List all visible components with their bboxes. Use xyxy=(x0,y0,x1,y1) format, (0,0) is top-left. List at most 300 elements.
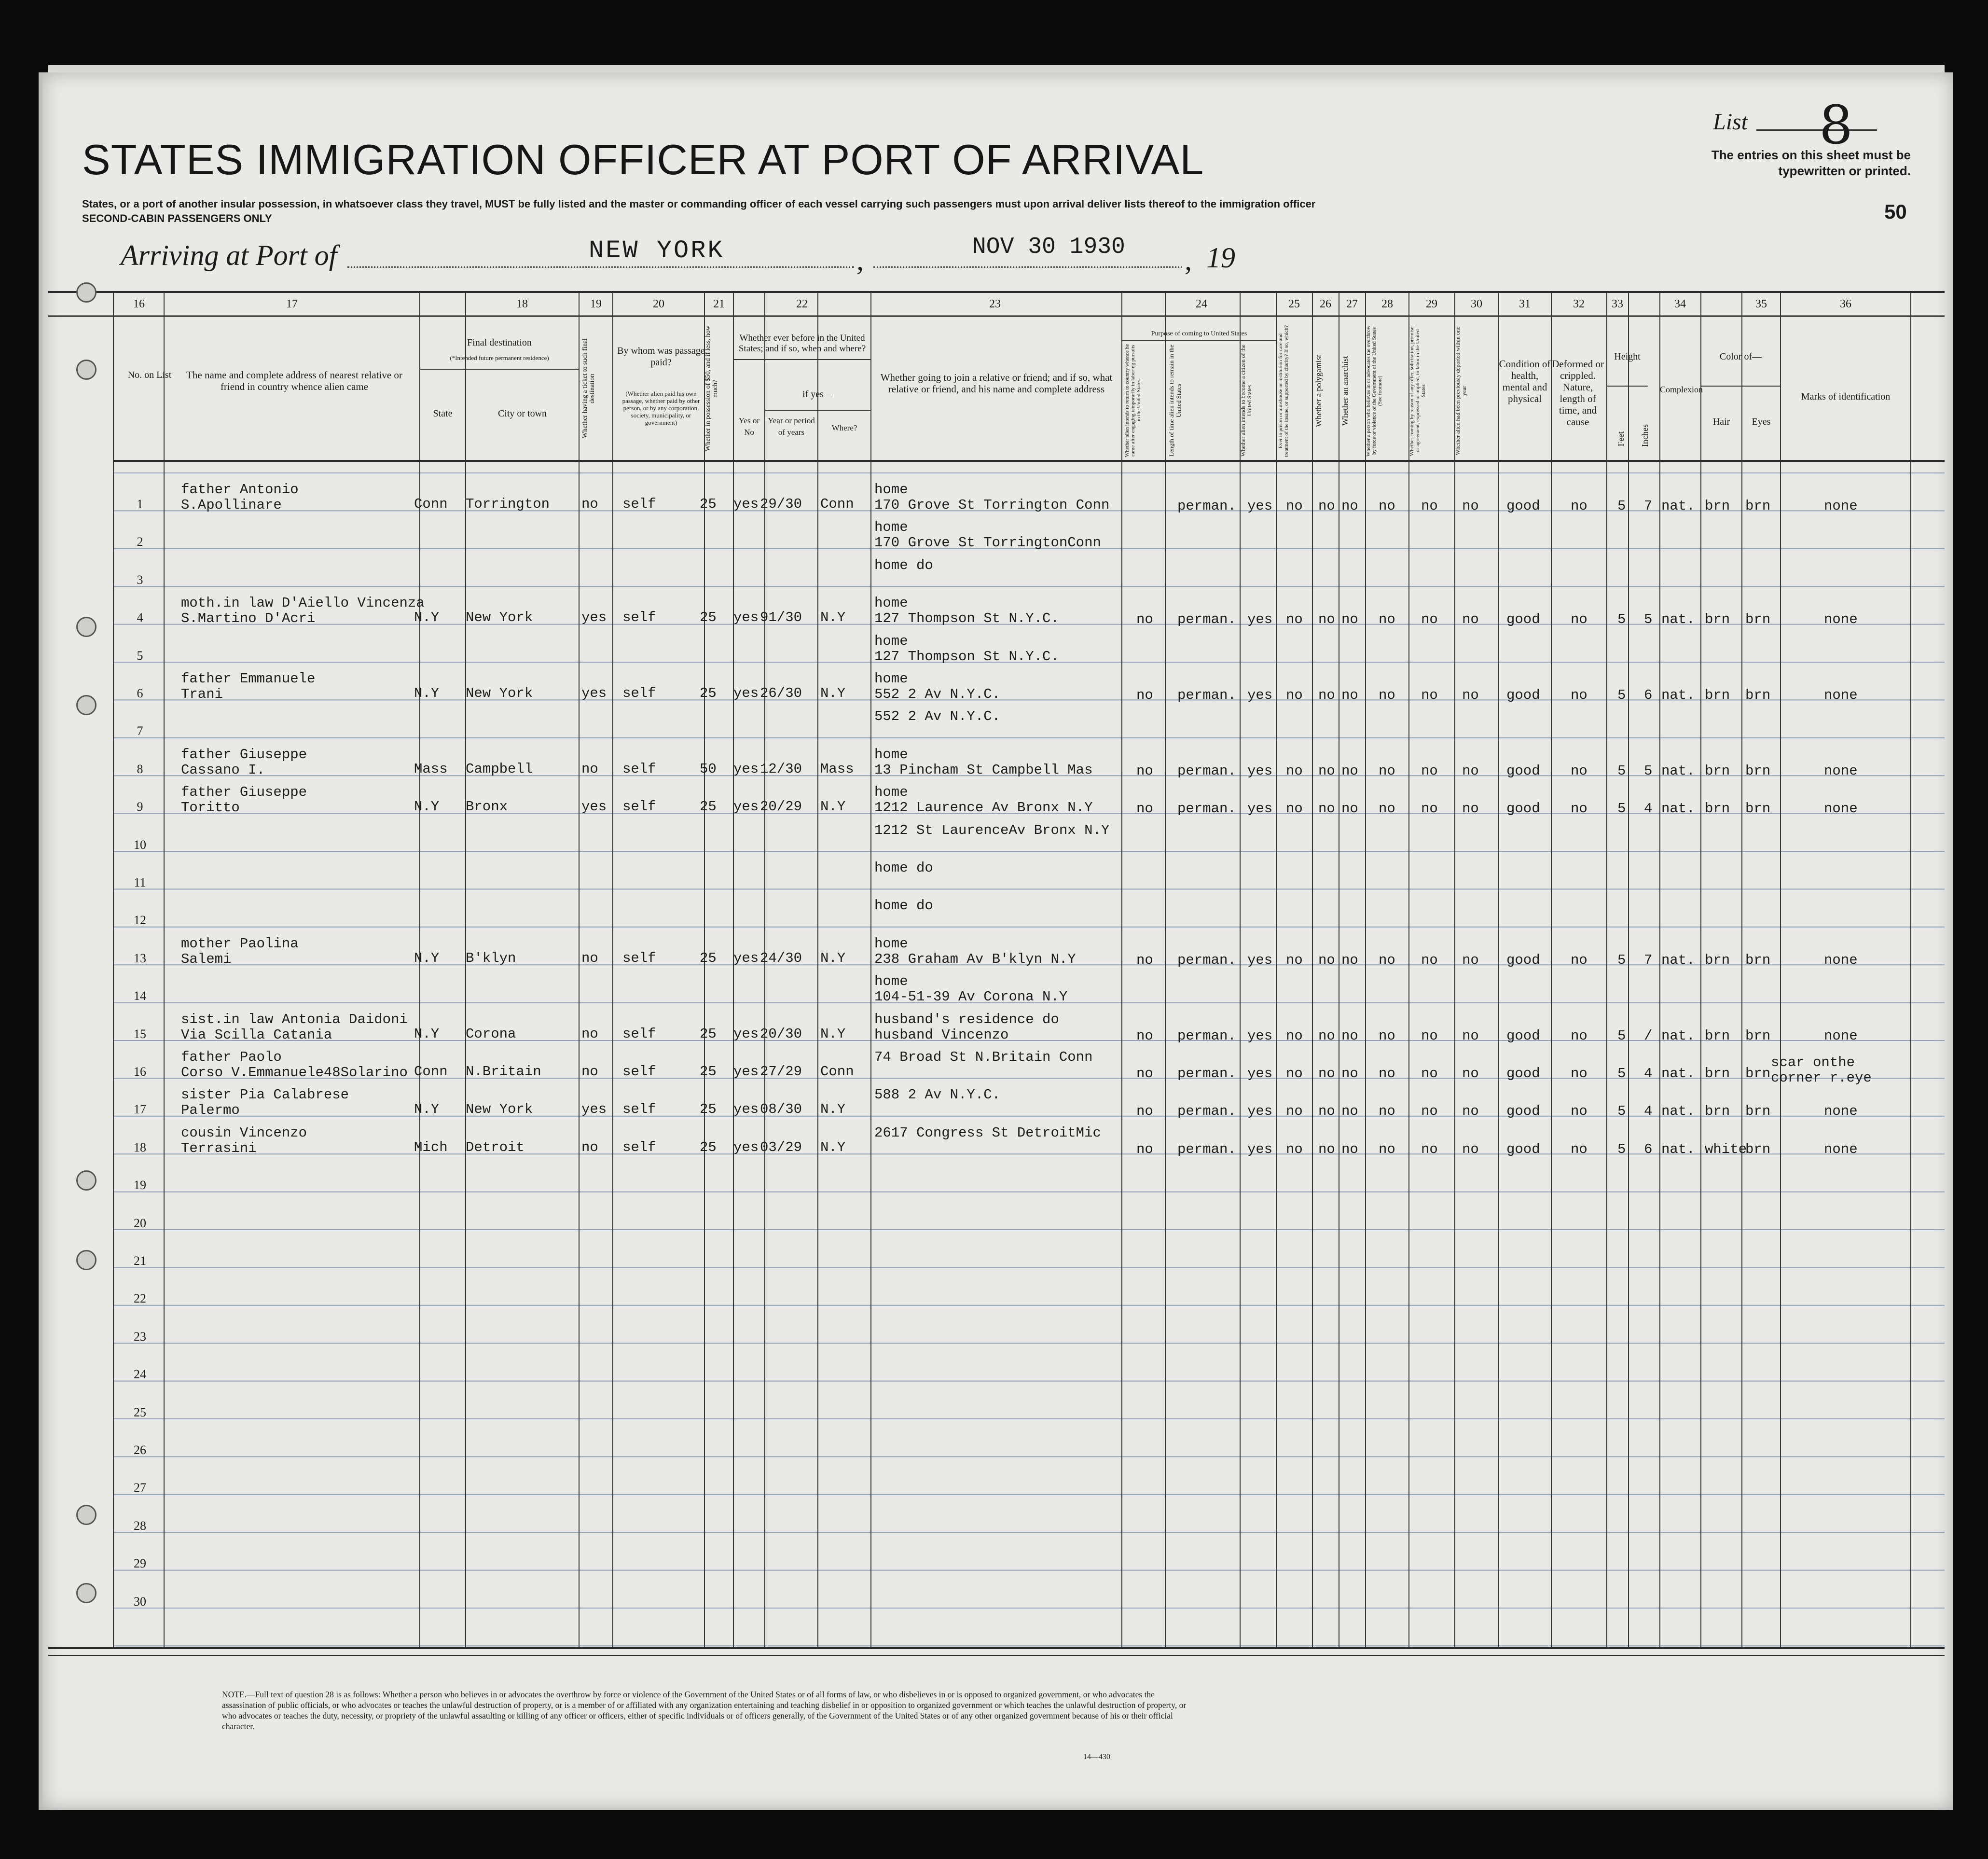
money-amount: 50 xyxy=(700,761,717,777)
relative-town: Corso V.Emmanuele48Solarino xyxy=(181,1065,408,1081)
arrival-date: NOV 30 1930 xyxy=(972,234,1125,260)
purpose-length: perman. xyxy=(1177,952,1236,968)
purpose-return: no xyxy=(1136,687,1153,703)
height-feet: 5 xyxy=(1617,801,1626,817)
purpose-citizen: yes xyxy=(1247,763,1273,779)
join-address: 170 Grove St TorringtonConn xyxy=(874,535,1101,551)
header-final-destination: Final destination xyxy=(467,337,532,348)
passage-payer: self xyxy=(622,1101,656,1118)
purpose-citizen: yes xyxy=(1247,801,1273,817)
advocates-answer: no xyxy=(1379,1141,1395,1157)
height-feet: 5 xyxy=(1617,952,1626,968)
row-number: 17 xyxy=(134,1102,146,1117)
year-period: 29/30 xyxy=(760,496,802,512)
destination-city: Corona xyxy=(466,1026,516,1042)
join-address: 127 Thompson St N.Y.C. xyxy=(874,610,1059,627)
ever-before: yes xyxy=(733,1101,759,1118)
relative-name: father Giuseppe xyxy=(181,746,307,763)
identification-marks: scar onthe corner r.eye xyxy=(1771,1054,1872,1086)
relative-town: S.Martino D'Acri xyxy=(181,610,316,627)
anarchist-answer: no xyxy=(1341,952,1358,968)
column-number: 36 xyxy=(1840,298,1851,310)
deformed-answer: no xyxy=(1571,1103,1588,1120)
binder-hole xyxy=(76,282,97,303)
hair-color: white xyxy=(1705,1141,1747,1157)
ticket-answer: no xyxy=(581,1139,598,1155)
deported-answer: no xyxy=(1462,1103,1479,1120)
health-condition: good xyxy=(1506,763,1540,779)
identification-marks: none xyxy=(1824,1141,1858,1157)
join-address: 1212 Laurence Av Bronx N.Y xyxy=(874,800,1093,816)
passage-payer: self xyxy=(622,950,656,966)
height-inches: 5 xyxy=(1644,611,1653,628)
prison-answer: no xyxy=(1286,498,1303,514)
ticket-answer: no xyxy=(581,496,598,512)
header-final-destination-note: (*Intended future permanent residence) xyxy=(450,354,549,361)
header-prison: Ever in prison or almshouse or institution for care and treatment of the insane, or supported by charity? If so, which? xyxy=(1278,325,1289,457)
contract-answer: no xyxy=(1421,952,1438,968)
anarchist-answer: no xyxy=(1341,1103,1358,1120)
passage-payer: self xyxy=(622,761,656,777)
purpose-return: no xyxy=(1136,763,1153,779)
polygamist-answer: no xyxy=(1318,1027,1335,1044)
row-number: 18 xyxy=(134,1140,146,1154)
relative-name: cousin Vincenzo xyxy=(181,1124,307,1141)
column-number: 22 xyxy=(796,298,808,310)
column-number: 20 xyxy=(653,298,664,310)
join-relation: home do xyxy=(874,557,933,573)
destination-state: Conn xyxy=(414,496,448,512)
year-period: 91/30 xyxy=(760,610,802,626)
arriving-label: Arriving at Port of xyxy=(121,239,337,271)
ever-before: yes xyxy=(733,1026,759,1042)
page-number: 50 xyxy=(1884,200,1907,223)
identification-marks: none xyxy=(1824,763,1858,779)
prison-answer: no xyxy=(1286,1103,1303,1120)
row-number: 29 xyxy=(134,1556,146,1571)
complexion: nat. xyxy=(1661,952,1695,968)
year-period: 03/29 xyxy=(760,1139,802,1155)
row-number: 1 xyxy=(137,497,143,511)
passage-payer: self xyxy=(622,1064,656,1080)
deformed-answer: no xyxy=(1571,801,1588,817)
join-relation: 1212 St LaurenceAv Bronx N.Y xyxy=(874,822,1110,838)
header-hair: Hair xyxy=(1712,416,1730,427)
contract-answer: no xyxy=(1421,687,1438,703)
year-period: 08/30 xyxy=(760,1101,802,1118)
hair-color: brn xyxy=(1705,687,1730,703)
polygamist-answer: no xyxy=(1318,1066,1335,1082)
year-period: 12/30 xyxy=(760,761,802,777)
eye-color: brn xyxy=(1745,1027,1771,1044)
height-feet: 5 xyxy=(1617,611,1626,628)
column-number: 23 xyxy=(989,298,1001,310)
join-relation: home xyxy=(874,784,908,801)
advocates-answer: no xyxy=(1379,1027,1395,1044)
column-number: 33 xyxy=(1612,298,1623,310)
money-amount: 25 xyxy=(700,1064,717,1080)
destination-state: N.Y xyxy=(414,1101,440,1118)
where-before: Conn xyxy=(820,496,854,512)
row-number: 26 xyxy=(134,1443,146,1457)
prison-answer: no xyxy=(1286,1027,1303,1044)
row-number: 27 xyxy=(134,1481,146,1495)
purpose-citizen: yes xyxy=(1247,1103,1273,1120)
hair-color: brn xyxy=(1705,1027,1730,1044)
where-before: N.Y xyxy=(820,1139,846,1155)
binder-hole xyxy=(76,1583,97,1603)
header-city: City or town xyxy=(497,408,547,419)
column-number: 24 xyxy=(1196,298,1207,310)
row-number: 16 xyxy=(134,1065,146,1079)
column-number: 27 xyxy=(1346,298,1358,310)
typewritten-instruction: The entries on this sheet must be typewritten or printed. xyxy=(1711,148,1911,178)
header-polygamist: Whether a polygamist xyxy=(1314,354,1323,428)
complexion: nat. xyxy=(1661,1027,1695,1044)
deported-answer: no xyxy=(1462,1141,1479,1157)
year-prefix: 19 xyxy=(1206,242,1235,274)
ticket-answer: yes xyxy=(581,610,607,626)
where-before: N.Y xyxy=(820,685,846,701)
purpose-length: perman. xyxy=(1177,687,1236,703)
prison-answer: no xyxy=(1286,1066,1303,1082)
where-before: N.Y xyxy=(820,1101,846,1118)
destination-state: N.Y xyxy=(414,610,440,626)
height-feet: 5 xyxy=(1617,1141,1626,1157)
purpose-return: no xyxy=(1136,952,1153,968)
header-possession-50: Whether in possession of $50, and if less, how much? xyxy=(704,325,719,452)
complexion: nat. xyxy=(1661,1066,1695,1082)
deformed-answer: no xyxy=(1571,1066,1588,1082)
column-number: 25 xyxy=(1288,298,1300,310)
ticket-answer: no xyxy=(581,761,598,777)
passage-payer: self xyxy=(622,685,656,701)
destination-state: N.Y xyxy=(414,685,440,701)
height-inches: 7 xyxy=(1644,952,1653,968)
join-relation: home xyxy=(874,935,908,952)
row-number: 20 xyxy=(134,1216,146,1230)
destination-city: Detroit xyxy=(466,1139,525,1155)
deformed-answer: no xyxy=(1571,687,1588,703)
ever-before: yes xyxy=(733,685,759,701)
row-number: 24 xyxy=(134,1367,146,1382)
deported-answer: no xyxy=(1462,763,1479,779)
subtitle-instructions: States, or a port of another insular possession, in whatsoever class they travel, MUST be fully listed and the master or commanding officer of each vessel carrying such passengers must upon arrival deliver lists thereof to the immigration officer xyxy=(82,198,1316,210)
where-before: N.Y xyxy=(820,610,846,626)
year-period: 24/30 xyxy=(760,950,802,966)
identification-marks: none xyxy=(1824,1027,1858,1044)
deported-answer: no xyxy=(1462,801,1479,817)
header-no-on-list: No. on List xyxy=(127,370,172,380)
year-period: 27/29 xyxy=(760,1064,802,1080)
ticket-answer: yes xyxy=(581,1101,607,1118)
ever-before: yes xyxy=(733,950,759,966)
anarchist-answer: no xyxy=(1341,687,1358,703)
passage-payer: self xyxy=(622,610,656,626)
where-before: N.Y xyxy=(820,1026,846,1042)
purpose-citizen: yes xyxy=(1247,1141,1273,1157)
where-before: Mass xyxy=(820,761,854,777)
health-condition: good xyxy=(1506,1103,1540,1120)
deported-answer: no xyxy=(1462,1027,1479,1044)
polygamist-answer: no xyxy=(1318,801,1335,817)
advocates-answer: no xyxy=(1379,611,1395,628)
health-condition: good xyxy=(1506,801,1540,817)
column-number: 28 xyxy=(1381,298,1393,310)
advocates-answer: no xyxy=(1379,1103,1395,1120)
binder-hole xyxy=(76,1505,97,1525)
header-anarchist: Whether an anarchist xyxy=(1340,356,1350,426)
ticket-answer: yes xyxy=(581,685,607,701)
purpose-return: no xyxy=(1136,611,1153,628)
deformed-answer: no xyxy=(1571,763,1588,779)
money-amount: 25 xyxy=(700,496,717,512)
complexion: nat. xyxy=(1661,763,1695,779)
complexion: nat. xyxy=(1661,801,1695,817)
polygamist-answer: no xyxy=(1318,763,1335,779)
ever-before: yes xyxy=(733,761,759,777)
deformed-answer: no xyxy=(1571,611,1588,628)
list-label: List xyxy=(1713,109,1748,135)
purpose-length: perman. xyxy=(1177,1066,1236,1082)
column-number: 35 xyxy=(1755,298,1767,310)
prison-answer: no xyxy=(1286,1141,1303,1157)
binder-hole xyxy=(76,360,97,380)
column-number: 18 xyxy=(516,298,528,310)
prison-answer: no xyxy=(1286,763,1303,779)
row-number: 7 xyxy=(137,724,143,738)
money-amount: 25 xyxy=(700,1026,717,1042)
money-amount: 25 xyxy=(700,610,717,626)
relative-name: father Emmanuele xyxy=(181,671,316,687)
height-inches: 4 xyxy=(1644,1066,1653,1082)
height-inches: 7 xyxy=(1644,498,1653,514)
header-inches: Inches xyxy=(1640,424,1650,447)
health-condition: good xyxy=(1506,611,1540,628)
purpose-return: no xyxy=(1136,1103,1153,1120)
row-number: 21 xyxy=(134,1254,146,1268)
header-contract: Whether coming by reason of any offer, solicitation, promise, or agreement, expressed or implied, to labor in the United States xyxy=(1409,325,1426,457)
header-year-period: Year or period of years xyxy=(768,416,815,437)
contract-answer: no xyxy=(1421,1103,1438,1120)
deported-answer: no xyxy=(1462,952,1479,968)
join-relation: 552 2 Av N.Y.C. xyxy=(874,708,1001,725)
destination-state: Mich xyxy=(414,1139,448,1155)
identification-marks: none xyxy=(1824,801,1858,817)
anarchist-answer: no xyxy=(1341,611,1358,628)
prison-answer: no xyxy=(1286,687,1303,703)
purpose-citizen: yes xyxy=(1247,1066,1273,1082)
header-eyes: Eyes xyxy=(1752,416,1771,427)
purpose-length: perman. xyxy=(1177,498,1236,514)
prison-answer: no xyxy=(1286,952,1303,968)
port-name: NEW YORK xyxy=(589,236,725,265)
destination-state: N.Y xyxy=(414,1026,440,1042)
height-inches: 4 xyxy=(1644,801,1653,817)
relative-name: father Giuseppe xyxy=(181,784,307,801)
advocates-answer: no xyxy=(1379,763,1395,779)
height-feet: 5 xyxy=(1617,687,1626,703)
polygamist-answer: no xyxy=(1318,687,1335,703)
ever-before: yes xyxy=(733,799,759,815)
purpose-length: perman. xyxy=(1177,611,1236,628)
height-inches: 5 xyxy=(1644,763,1653,779)
header-passage-note: (Whether alien paid his own passage, whether paid by other person, or by any corporation, society, municipality, or government) xyxy=(622,390,700,426)
join-relation: 2617 Congress St DetroitMic xyxy=(874,1124,1101,1141)
passage-payer: self xyxy=(622,1139,656,1155)
binder-hole xyxy=(76,617,97,637)
deported-answer: no xyxy=(1462,687,1479,703)
ticket-answer: no xyxy=(581,1064,598,1080)
join-relation: home xyxy=(874,973,908,990)
list-number: 8 xyxy=(1819,94,1853,156)
join-relation: home do xyxy=(874,860,933,876)
relative-town: Cassano I. xyxy=(181,762,265,778)
join-relation: husband's residence do xyxy=(874,1011,1059,1027)
document-title: STATES IMMIGRATION OFFICER AT PORT OF ARRIVAL xyxy=(82,136,1204,183)
relative-name: mother Paolina xyxy=(181,935,299,952)
identification-marks: none xyxy=(1824,1103,1858,1120)
destination-state: Conn xyxy=(414,1064,448,1080)
header-complexion: Complexion xyxy=(1660,385,1703,394)
advocates-answer: no xyxy=(1379,801,1395,817)
health-condition: good xyxy=(1506,498,1540,514)
row-number: 13 xyxy=(134,951,146,965)
eye-color: brn xyxy=(1745,952,1771,968)
advocates-answer: no xyxy=(1379,687,1395,703)
anarchist-answer: no xyxy=(1341,1027,1358,1044)
deported-answer: no xyxy=(1462,498,1479,514)
hair-color: brn xyxy=(1705,952,1730,968)
destination-city: Torrington xyxy=(466,496,550,512)
purpose-length: perman. xyxy=(1177,763,1236,779)
contract-answer: no xyxy=(1421,801,1438,817)
row-number: 12 xyxy=(134,913,146,928)
hair-color: brn xyxy=(1705,498,1730,514)
height-inches: 4 xyxy=(1644,1103,1653,1120)
passage-payer: self xyxy=(622,799,656,815)
contract-answer: no xyxy=(1421,1141,1438,1157)
ever-before: yes xyxy=(733,610,759,626)
eye-color: brn xyxy=(1745,611,1771,628)
header-passage-paid: By whom was passage paid? xyxy=(617,346,705,368)
complexion: nat. xyxy=(1661,1103,1695,1120)
eye-color: brn xyxy=(1745,498,1771,514)
eye-color: brn xyxy=(1745,687,1771,703)
ticket-answer: no xyxy=(581,1026,598,1042)
ever-before: yes xyxy=(733,496,759,512)
destination-state: Mass xyxy=(414,761,448,777)
purpose-citizen: yes xyxy=(1247,498,1273,514)
destination-city: New York xyxy=(466,1101,533,1118)
money-amount: 25 xyxy=(700,950,717,966)
header-state: State xyxy=(433,408,453,419)
year-period: 20/30 xyxy=(760,1026,802,1042)
eye-color: brn xyxy=(1745,1141,1771,1157)
header-purpose-citizen: Whether alien intends to become a citizen of the United States xyxy=(1240,345,1253,457)
column-number: 16 xyxy=(133,298,145,310)
health-condition: good xyxy=(1506,687,1540,703)
anarchist-answer: no xyxy=(1341,801,1358,817)
contract-answer: no xyxy=(1421,498,1438,514)
passage-payer: self xyxy=(622,496,656,512)
polygamist-answer: no xyxy=(1318,1141,1335,1157)
ticket-answer: no xyxy=(581,950,598,966)
ever-before: yes xyxy=(733,1064,759,1080)
join-relation: home xyxy=(874,519,908,536)
polygamist-answer: no xyxy=(1318,952,1335,968)
identification-marks: none xyxy=(1824,952,1858,968)
ticket-answer: yes xyxy=(581,799,607,815)
column-number: 21 xyxy=(713,298,725,310)
eye-color: brn xyxy=(1745,763,1771,779)
join-address: 104-51-39 Av Corona N.Y xyxy=(874,989,1068,1005)
column-number: 34 xyxy=(1674,298,1686,310)
header-purpose-return: Whether alien intends to return to country whence he came after engaging temporarily in laboring pursuits in the United States xyxy=(1124,344,1142,457)
eye-color: brn xyxy=(1745,801,1771,817)
destination-city: New York xyxy=(466,685,533,701)
advocates-answer: no xyxy=(1379,1066,1395,1082)
polygamist-answer: no xyxy=(1318,1103,1335,1120)
height-feet: 5 xyxy=(1617,1103,1626,1120)
health-condition: good xyxy=(1506,1141,1540,1157)
relative-town: Toritto xyxy=(181,800,240,816)
where-before: N.Y xyxy=(820,799,846,815)
row-number: 14 xyxy=(134,989,146,1003)
anarchist-answer: no xyxy=(1341,1066,1358,1082)
join-address: 238 Graham Av B'klyn N.Y xyxy=(874,951,1076,967)
height-feet: 5 xyxy=(1617,1027,1626,1044)
purpose-return: no xyxy=(1136,1027,1153,1044)
join-address: 170 Grove St Torrington Conn xyxy=(874,497,1110,513)
where-before: N.Y xyxy=(820,950,846,966)
join-relation: 588 2 Av N.Y.C. xyxy=(874,1087,1001,1103)
anarchist-answer: no xyxy=(1341,763,1358,779)
header-ticket: Whether having a ticket to such final destination xyxy=(581,338,596,439)
relative-name: moth.in law D'Aiello Vincenza xyxy=(181,595,425,611)
header-where: Where? xyxy=(831,423,857,432)
health-condition: good xyxy=(1506,952,1540,968)
anarchist-answer: no xyxy=(1341,498,1358,514)
purpose-return: no xyxy=(1136,801,1153,817)
height-feet: 5 xyxy=(1617,1066,1626,1082)
header-deported: Whether alien had been previously deported within one year xyxy=(1454,326,1467,456)
header-color-of: Color of— xyxy=(1719,351,1762,362)
relative-town: Terrasini xyxy=(181,1140,257,1156)
purpose-citizen: yes xyxy=(1247,952,1273,968)
row-number: 5 xyxy=(137,648,143,663)
year-period: 26/30 xyxy=(760,685,802,701)
row-number: 6 xyxy=(137,686,143,700)
header-advocates: Whether a person who believes in or advocates the overthrow by force or violence of the Government of the United States (See footnote) xyxy=(1366,325,1383,457)
eye-color: brn xyxy=(1745,1103,1771,1120)
relative-name: sister Pia Calabrese xyxy=(181,1087,349,1103)
health-condition: good xyxy=(1506,1027,1540,1044)
hair-color: brn xyxy=(1705,611,1730,628)
advocates-answer: no xyxy=(1379,498,1395,514)
header-yes-no: Yes or No xyxy=(738,416,760,437)
form-code: 14—430 xyxy=(1083,1753,1110,1761)
relative-town: S.Apollinare xyxy=(181,497,282,513)
deformed-answer: no xyxy=(1571,1141,1588,1157)
identification-marks: none xyxy=(1824,611,1858,628)
row-number: 22 xyxy=(134,1291,146,1306)
deformed-answer: no xyxy=(1571,952,1588,968)
row-number: 10 xyxy=(134,837,146,852)
row-number: 19 xyxy=(134,1178,146,1193)
deported-answer: no xyxy=(1462,611,1479,628)
purpose-return: no xyxy=(1136,1066,1153,1082)
